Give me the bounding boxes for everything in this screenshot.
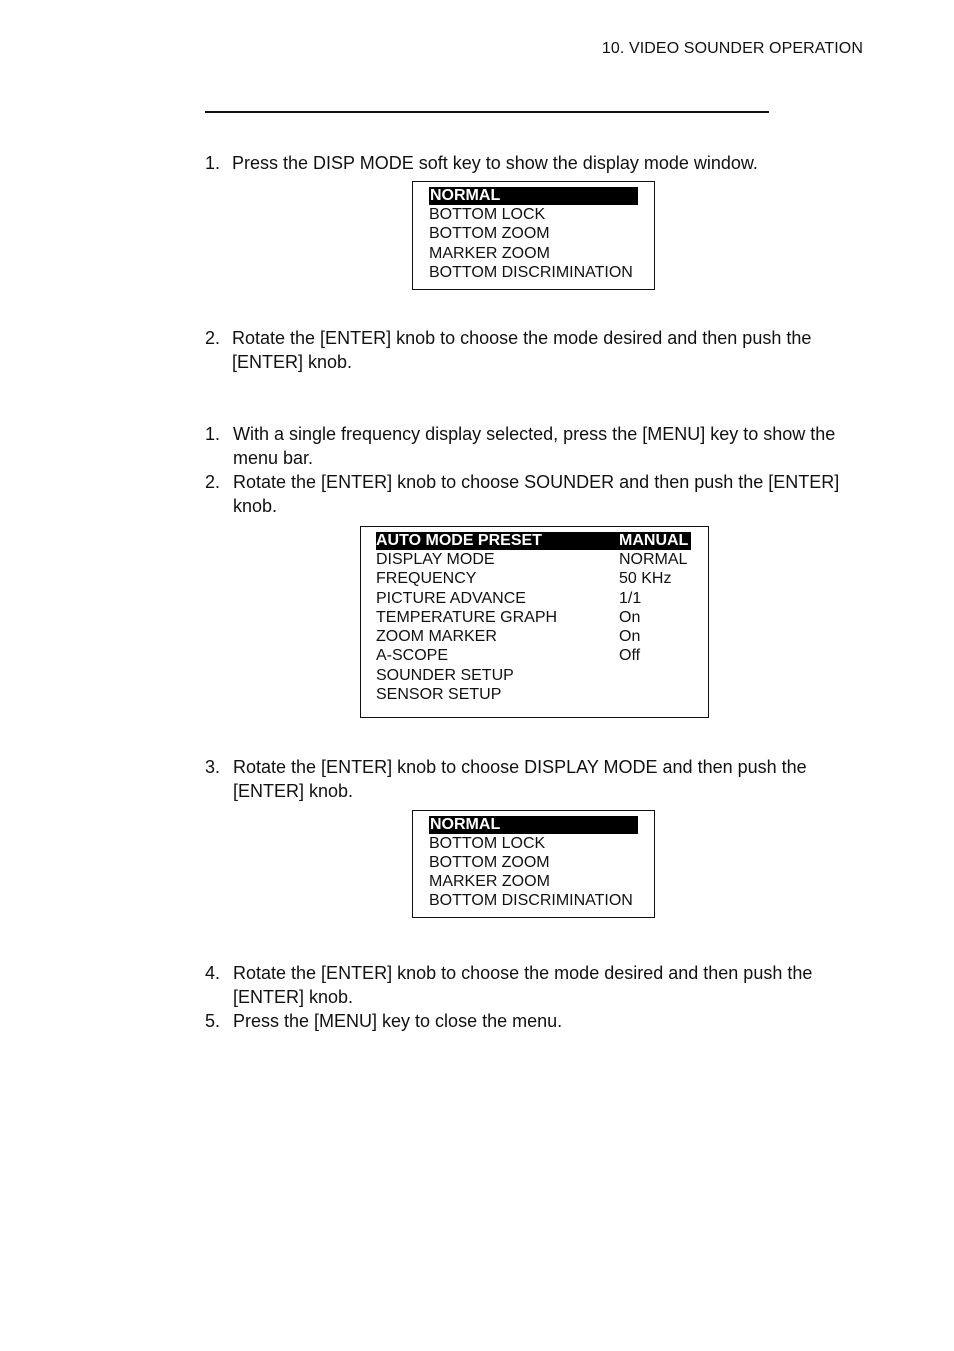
menu-item-frequency[interactable]: FREQUENCY <box>376 570 477 587</box>
section-rule <box>205 111 769 113</box>
menu-item-a-scope[interactable]: A-SCOPE <box>376 647 449 664</box>
menu-value-zoom-marker: On <box>619 628 641 645</box>
menu-item-zoom-marker[interactable]: ZOOM MARKER <box>376 628 497 645</box>
mode-option-bottom-discrimination[interactable]: BOTTOM DISCRIMINATION <box>429 264 633 281</box>
step-text-line-1: Rotate the [ENTER] knob to choose the mode desired and then push the <box>232 328 812 348</box>
menu-item-display-mode[interactable]: DISPLAY MODE <box>376 551 495 568</box>
mode-option-normal[interactable]: NORMAL <box>429 816 638 834</box>
step-text: Press the DISP MODE soft key to show the display mode window. <box>232 153 758 173</box>
mode-option-bottom-lock[interactable]: BOTTOM LOCK <box>429 206 546 223</box>
step-number: 4. <box>205 963 221 983</box>
sounder-menu <box>360 526 709 718</box>
menu-value-picture-advance: 1/1 <box>619 590 642 607</box>
step-text-line-1: With a single frequency display selected, press the [MENU] key to show the <box>233 424 836 444</box>
step-number: 5. <box>205 1011 221 1031</box>
menu-value-a-scope: Off <box>619 647 641 664</box>
step-text: Press the [MENU] key to close the menu. <box>233 1011 563 1031</box>
menu-item-auto-mode-preset[interactable]: AUTO MODE PRESET <box>376 532 542 549</box>
menu-item-temperature-graph[interactable]: TEMPERATURE GRAPH <box>376 609 558 626</box>
mode-option-normal[interactable]: NORMAL <box>429 187 638 205</box>
step-number: 1. <box>205 153 221 173</box>
step-text-line-2: [ENTER] knob. <box>233 781 354 801</box>
step-text-line-2: menu bar. <box>233 448 314 468</box>
mode-option-bottom-zoom[interactable]: BOTTOM ZOOM <box>429 225 550 242</box>
step-text-line-2: knob. <box>233 496 278 516</box>
mode-option-bottom-lock[interactable]: BOTTOM LOCK <box>429 835 546 852</box>
step-number: 2. <box>205 328 221 348</box>
mode-option-bottom-zoom[interactable]: BOTTOM ZOOM <box>429 854 550 871</box>
step-text-line-2: [ENTER] knob. <box>233 987 354 1007</box>
step-text-line-1: Rotate the [ENTER] knob to choose SOUNDER and then push the [ENTER] <box>233 472 840 492</box>
menu-value-auto-mode-preset: MANUAL <box>619 532 689 549</box>
display-mode-window-1 <box>412 181 655 290</box>
mode-option-marker-zoom[interactable]: MARKER ZOOM <box>429 873 550 890</box>
step-text-line-1: Rotate the [ENTER] knob to choose the mode desired and then push the <box>233 963 813 983</box>
step-text-line-1: Rotate the [ENTER] knob to choose DISPLAY MODE and then push the <box>233 757 807 777</box>
menu-value-frequency: 50 KHz <box>619 570 672 587</box>
menu-item-sensor-setup[interactable]: SENSOR SETUP <box>376 686 502 703</box>
mode-option-bottom-discrimination[interactable]: BOTTOM DISCRIMINATION <box>429 892 633 909</box>
step-number: 2. <box>205 472 221 492</box>
mode-option-marker-zoom[interactable]: MARKER ZOOM <box>429 245 550 262</box>
menu-item-sounder-setup[interactable]: SOUNDER SETUP <box>376 667 514 684</box>
step-text-line-2: [ENTER] knob. <box>232 352 353 372</box>
chapter-header: 10. VIDEO SOUNDER OPERATION <box>601 40 863 57</box>
menu-value-temperature-graph: On <box>619 609 641 626</box>
menu-value-display-mode: NORMAL <box>619 551 688 568</box>
menu-item-picture-advance[interactable]: PICTURE ADVANCE <box>376 590 526 607</box>
display-mode-window-2 <box>412 810 655 918</box>
step-number: 1. <box>205 424 221 444</box>
step-number: 3. <box>205 757 221 777</box>
